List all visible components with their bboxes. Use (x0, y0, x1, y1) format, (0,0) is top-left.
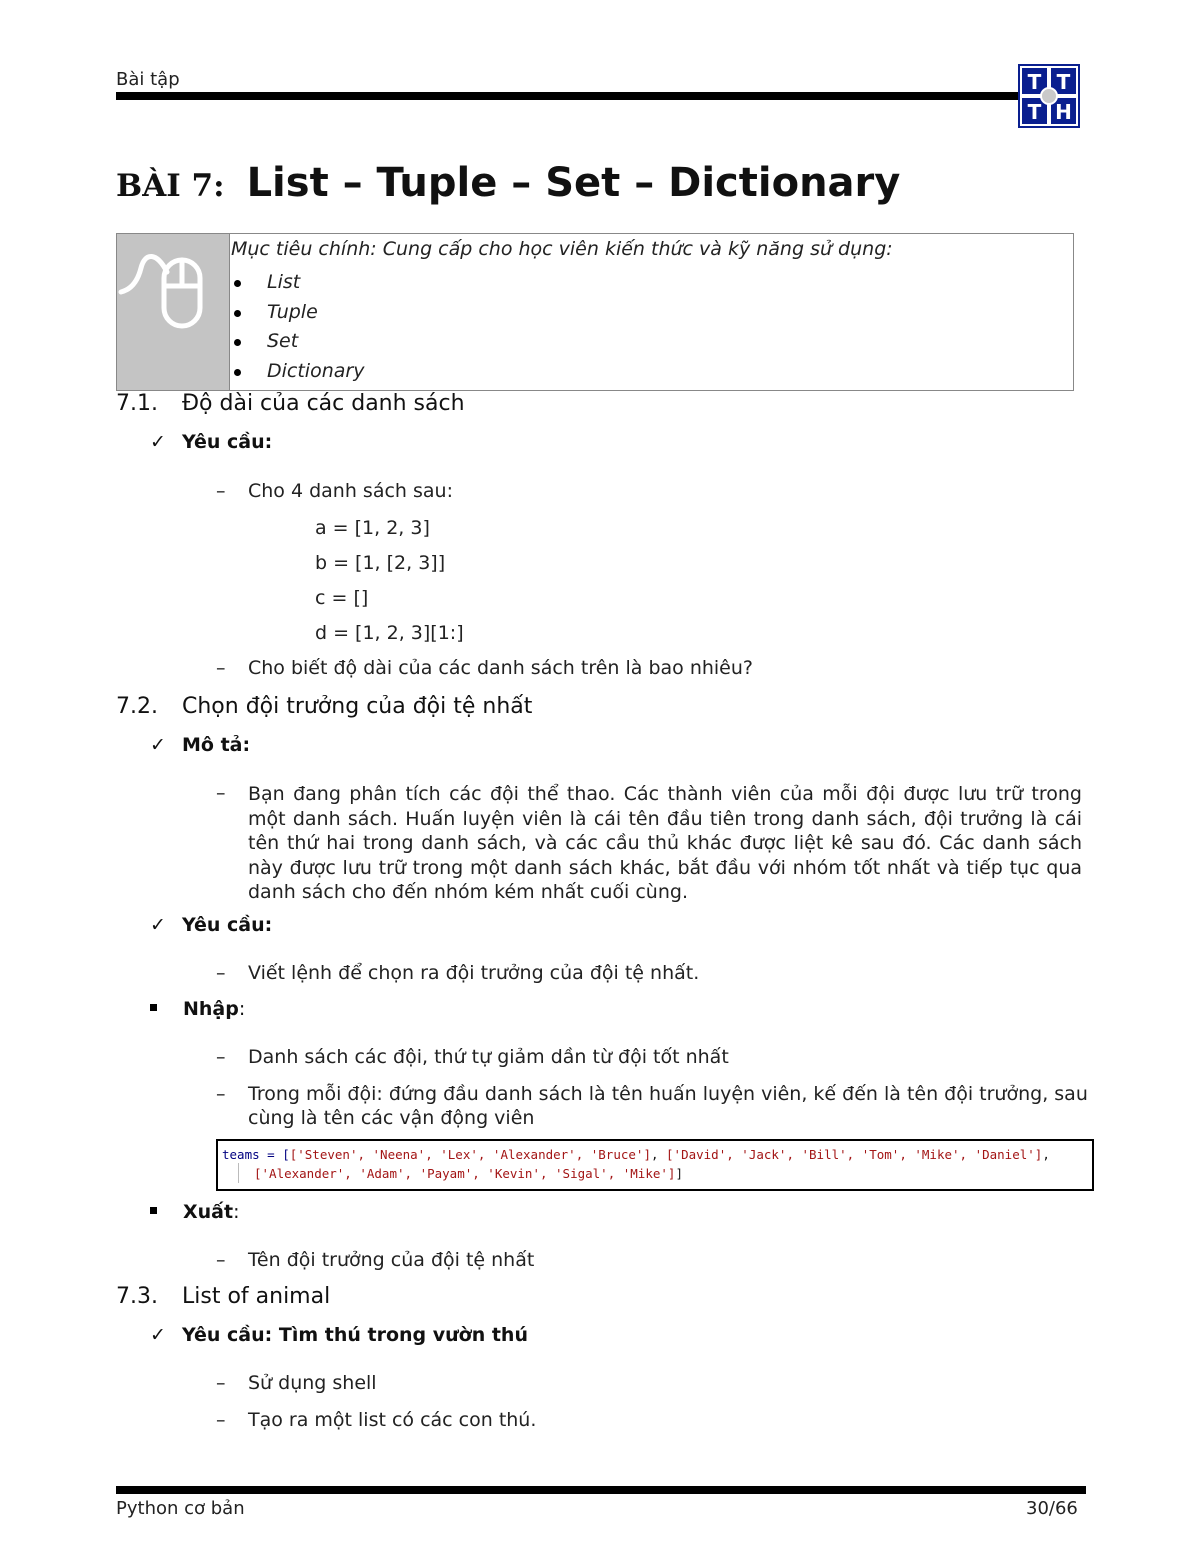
logo-letter: T (1056, 70, 1071, 94)
dash-icon: – (216, 1409, 226, 1431)
description-paragraph: Bạn đang phân tích các đội thể thao. Các thành viên của mỗi đội được lưu trữ trong một danh sách. Huấn luyện viên là cái tên đầu tiên trong danh sách, đội trưởng là cái tên thứ hai trong danh sách, và các cầu thủ khác được liệt kê sau đó. Các danh sách này được lưu trữ trong một danh sách khác, bắt đầu với nhóm tốt nhất và tiếp tục qua danh sách cho đến nhóm kém nhất cuối cùng. (248, 783, 1082, 903)
logo-icon (1018, 64, 1080, 128)
dash-icon: – (216, 962, 226, 984)
indent-guide (238, 1163, 239, 1183)
logo-letter: H (1055, 100, 1072, 124)
list-item: Dictionary (267, 360, 364, 390)
bullet-icon (234, 280, 241, 287)
dash-item: – Sử dụng shell (216, 1372, 377, 1394)
dash-item: – Cho biết độ dài của các danh sách trên là bao nhiêu? (216, 657, 754, 679)
dash-item: – Viết lệnh để chọn ra đội trưởng của đội tệ nhất. (216, 962, 700, 984)
section-heading: 7.2. Chọn đội trưởng của đội tệ nhất (116, 694, 533, 719)
requirement-label: ✓ Yêu cầu: Tìm thú trong vườn thú (150, 1324, 528, 1346)
square-bullet-icon (150, 1004, 157, 1011)
dash-icon: – (216, 1083, 226, 1105)
dash-item: – Tạo ra một list có các con thú. (216, 1409, 537, 1431)
dash-icon: – (216, 782, 226, 804)
section-heading: 7.1. Độ dài của các danh sách (116, 391, 465, 416)
checkmark-icon: ✓ (150, 914, 166, 936)
header-title: Bài tập (116, 69, 180, 90)
dash-item: – Tên đội trưởng của đội tệ nhất (216, 1249, 535, 1271)
lesson-name: List – Tuple – Set – Dictionary (246, 160, 901, 206)
objectives-text: Mục tiêu chính: Cung cấp cho học viên kiến thức và kỹ năng sử dụng: (231, 238, 893, 260)
code-line: d = [1, 2, 3][1:] (315, 622, 464, 644)
logo-letter: T (1027, 100, 1042, 124)
list-item: List (267, 271, 364, 301)
code-line: b = [1, [2, 3]] (315, 552, 446, 574)
checkmark-icon: ✓ (150, 1324, 166, 1346)
logo-letter: T (1027, 70, 1042, 94)
dash-item: – Trong mỗi đội: đứng đầu danh sách là tên huấn luyện viên, kế đến là tên đội trưởng, sau (216, 1083, 1088, 1105)
objectives-box (116, 233, 1074, 391)
mouse-icon (117, 234, 229, 390)
description-label: ✓ Mô tả: (150, 734, 251, 756)
checkmark-icon: ✓ (150, 734, 166, 756)
code-line-2: ['Alexander', 'Adam', 'Payam', 'Kevin', 'Sigal', 'Mike']] (254, 1166, 683, 1181)
code-block (216, 1139, 1094, 1191)
input-label: Nhập: (150, 998, 245, 1020)
page-number: 30/66 (1026, 1498, 1078, 1519)
requirement-label: ✓ Yêu cầu: (150, 431, 273, 453)
footer-rule (116, 1486, 1086, 1494)
bullet-icon (234, 310, 241, 317)
dash-icon: – (216, 480, 226, 502)
list-item: Tuple (267, 301, 364, 331)
bullet-icon (234, 369, 241, 376)
dash-icon: – (216, 657, 226, 679)
lesson-title (116, 160, 900, 206)
dash-icon: – (216, 1046, 226, 1068)
section-heading: 7.3. List of animal (116, 1284, 331, 1309)
code-line-1: teams = [['Steven', 'Neena', 'Lex', 'Alexander', 'Bruce'], ['David', 'Jack', 'Bill', 'Tom', 'Mike', 'Daniel'], (222, 1147, 1050, 1162)
lesson-number: BÀI 7: (116, 168, 225, 204)
footer-title: Python cơ bản (116, 1498, 245, 1519)
dash-item-continued: cùng là tên các vận động viên (248, 1107, 535, 1129)
objectives-list (267, 271, 364, 389)
requirement-label: ✓ Yêu cầu: (150, 914, 273, 936)
checkmark-icon: ✓ (150, 431, 166, 453)
dash-icon: – (216, 1372, 226, 1394)
header-rule (116, 92, 1020, 100)
list-item: Set (267, 330, 364, 360)
objectives-icon-cell (117, 234, 230, 390)
bullet-icon (234, 339, 241, 346)
code-line: c = [] (315, 587, 369, 609)
code-line: a = [1, 2, 3] (315, 517, 430, 539)
square-bullet-icon (150, 1207, 157, 1214)
output-label: Xuất: (150, 1201, 240, 1223)
dash-item: – Cho 4 danh sách sau: (216, 480, 453, 502)
dash-icon: – (216, 1249, 226, 1271)
dash-item: – Danh sách các đội, thứ tự giảm dần từ đội tốt nhất (216, 1046, 729, 1068)
